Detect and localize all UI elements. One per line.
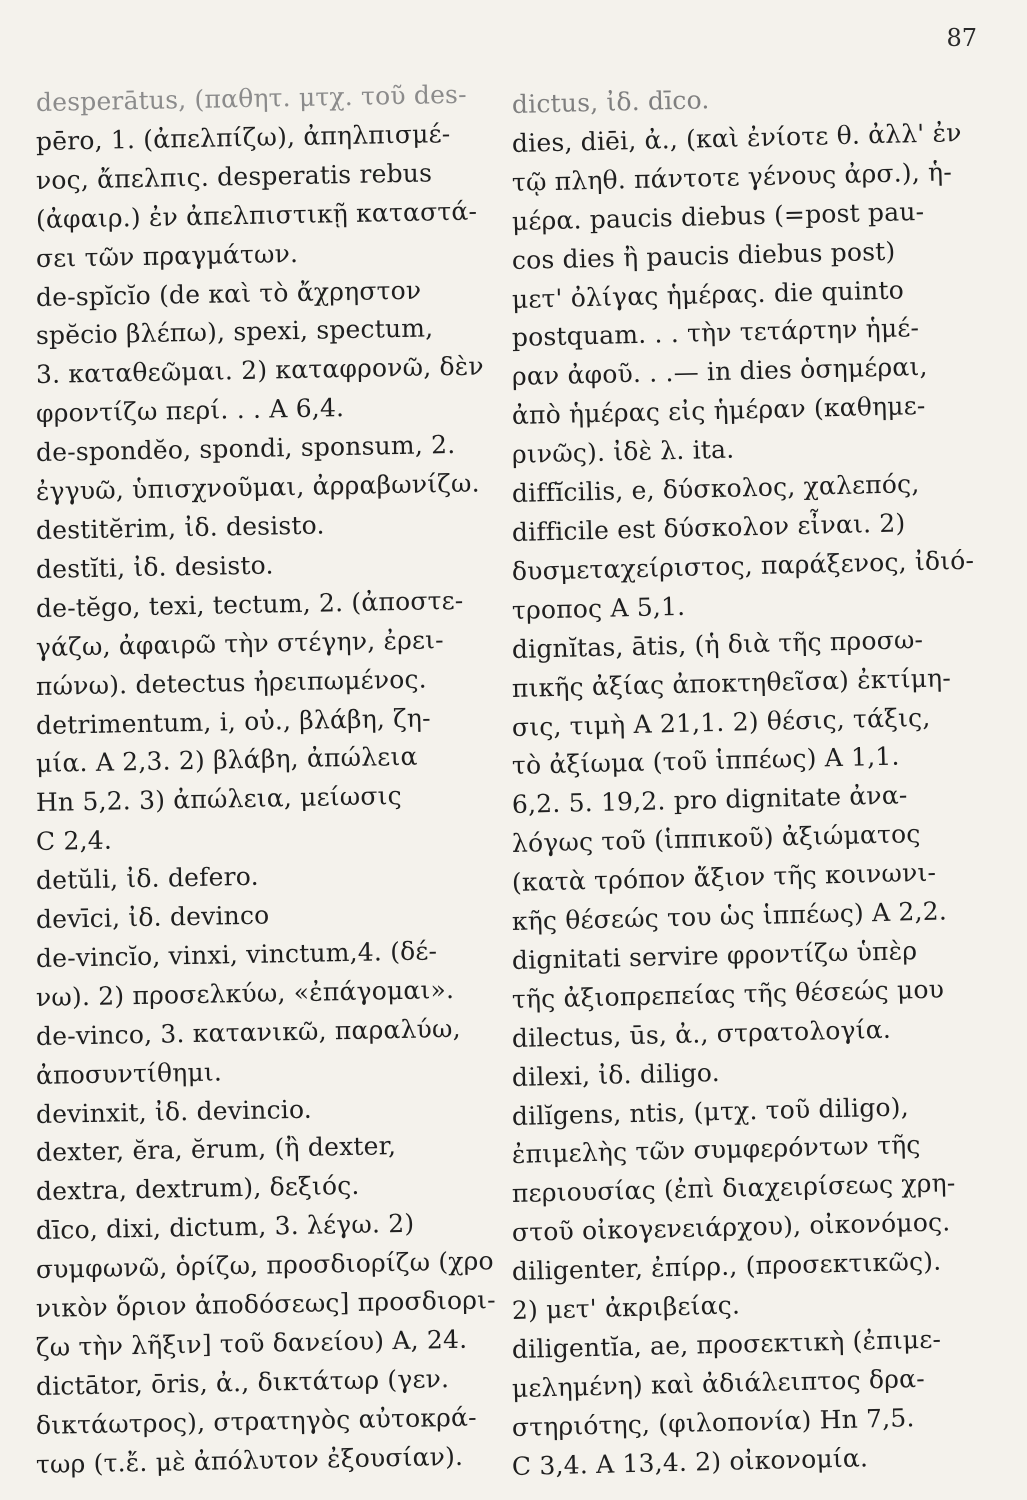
entry-line: de-vincĭo, vinxi, vinctum,4. (δέ- bbox=[35, 936, 438, 973]
entry-line: spĕcio βλέπω), spexi, spectum, bbox=[35, 313, 434, 351]
entry-line: μία. A 2,3. 2) βλάβη, ἀπώλεια bbox=[35, 742, 418, 779]
entry-line: φροντίζω περί. . . A 6,4. bbox=[35, 393, 345, 429]
entry-line: dies, diēi, ἀ., (καὶ ἐνίοτε θ. ἀλλ' ἐν bbox=[511, 117, 962, 158]
entry-line: dictus, ἰδ. dīco. bbox=[511, 85, 710, 119]
entry-line: dilexi, ἰδ. diligo. bbox=[511, 1057, 721, 1092]
entry-line: C 3,4. A 13,4. 2) οἰκονομία. bbox=[511, 1443, 869, 1481]
entry-line: de-spĭcĭo (de καὶ τὸ ἄχρηστον bbox=[35, 275, 422, 312]
entry-line: μετ' ὀλίγας ἡμέρας. die quinto bbox=[511, 274, 905, 314]
entry-line: desperātus, (παθητ. μτχ. τοῦ des- bbox=[35, 79, 467, 117]
entry-line: ἐγγυῶ, ὑπισχνοῦμαι, ἀρραβωνίζω. bbox=[35, 468, 480, 507]
entry-line: 2) μετ' ἀκριβείας. bbox=[511, 1290, 741, 1326]
entry-line: δυσμεταχείριστος, παράξενος, ἰδιό- bbox=[511, 545, 975, 586]
entry-line: diffĭcilis, e, δύσκολος, χαλεπός, bbox=[511, 469, 920, 509]
right-column bbox=[512, 86, 990, 1487]
entry-line: dextra, dextrum), δεξιός. bbox=[35, 1171, 360, 1207]
entry-line: ρινῶς). ἰδὲ λ. ita. bbox=[511, 434, 735, 470]
entry-line: συμφωνῶ, ὁρίζω, προσδιορίζω (χρο bbox=[35, 1246, 495, 1285]
entry-line: dignitati servire φροντίζω ὑπὲρ bbox=[511, 936, 918, 975]
entry-line: diligentĭa, ae, προσεκτικὴ (ἐπιμε- bbox=[511, 1324, 942, 1364]
entry-line: dilectus, ūs, ἀ., στρατολογία. bbox=[511, 1014, 892, 1053]
entry-line: ζω τὴν λῆξιν] τοῦ δανείου) A, 24. bbox=[35, 1324, 468, 1362]
entry-line: detŭli, ἰδ. defero. bbox=[35, 861, 259, 896]
entry-line: τὸ ἀξίωμα (τοῦ ἱππέως) A 1,1. bbox=[511, 741, 900, 781]
entry-line: postquam. . . τὴν τετάρτην ἡμέ- bbox=[511, 313, 920, 353]
entry-line: de-spondĕo, spondi, sponsum, 2. bbox=[35, 430, 456, 468]
entry-line: νικὸν ὅριον ἀποδόσεως] προσδιορι- bbox=[35, 1285, 497, 1324]
entry-line: devinxit, ἰδ. devincio. bbox=[35, 1094, 313, 1129]
entry-line: 6,2. 5. 19,2. pro dignitate ἀνα- bbox=[511, 780, 908, 820]
entry-line: C 2,4. bbox=[35, 825, 113, 857]
page-number: 87 bbox=[946, 24, 977, 52]
entry-line: dignĭtas, ātis, (ἡ διὰ τῆς προσω- bbox=[511, 624, 924, 664]
entry-line: περιουσίας (ἐπὶ διαχειρίσεως χρη- bbox=[511, 1168, 956, 1209]
entry-line: diligenter, ἐπίρρ., (προσεκτικῶς). bbox=[511, 1246, 942, 1287]
entry-line: dilĭgens, ntis, (μτχ. τοῦ diligo), bbox=[511, 1091, 910, 1131]
entry-line: detrimentum, i, οὐ., βλάβη, ζη- bbox=[35, 702, 431, 740]
left-column bbox=[35, 79, 498, 1485]
entry-line: κῆς θέσεώς του ὡς ἱππέως) A 2,2. bbox=[511, 896, 948, 937]
entry-line: νω). 2) προσελκύω, «ἐπάγομαι». bbox=[35, 974, 455, 1012]
entry-line: Hn 5,2. 3) ἀπώλεια, μείωσις bbox=[35, 781, 403, 818]
entry-line: σει τῶν πραγμάτων. bbox=[35, 238, 299, 273]
entry-line: dexter, ĕra, ĕrum, (ἢ dexter, bbox=[35, 1131, 397, 1168]
entry-line: devīci, ἰδ. devinco bbox=[35, 900, 270, 935]
entry-line: dīco, dixi, dictum, 3. λέγω. 2) bbox=[35, 1209, 415, 1246]
entry-line: de-tĕgo, texi, tectum, 2. (ἀποστε- bbox=[35, 585, 464, 623]
entry-line: δικτάωτρος), στρατηγὸς αὐτοκρά- bbox=[35, 1402, 478, 1440]
entry-line: νος, ἄπελπις. desperatis rebus bbox=[35, 158, 433, 195]
entry-line: μελημένη) καὶ ἀδιάλειπτος δρα- bbox=[511, 1363, 926, 1403]
entry-line: dictātor, ōris, ἀ., δικτάτωρ (γεν. bbox=[35, 1363, 450, 1401]
entry-line: cos dies ἢ paucis diebus post) bbox=[511, 236, 896, 275]
entry-line: τροπος A 5,1. bbox=[511, 591, 686, 625]
entry-line: στηριότης, (φιλοπονία) Hn 7,5. bbox=[511, 1402, 915, 1442]
entry-line: πώνω). detectus ἠρειπωμένος. bbox=[35, 664, 428, 701]
entry-line: (ἀφαιρ.) ἐν ἀπελπιστικῇ καταστά- bbox=[35, 196, 478, 234]
entry-line: destĭti, ἰδ. desisto. bbox=[35, 550, 274, 584]
entry-line: difficile est δύσκολον εἶναι. 2) bbox=[511, 508, 906, 547]
entry-line: ἀποσυντίθημι. bbox=[35, 1057, 223, 1090]
entry-line: τῆς ἀξιοπρεπείας τῆς θέσεώς μου bbox=[511, 974, 945, 1014]
entry-line: πικῆς ἀξίας ἀποκτηθεῖσα) ἐκτίμη- bbox=[511, 662, 952, 703]
entry-line: γάζω, ἀφαιρῶ τὴν στέγην, ἐρει- bbox=[35, 624, 445, 662]
entry-line: 3. καταθεῶμαι. 2) καταφρονῶ, δὲν bbox=[35, 351, 485, 390]
entry-line: destitĕrim, ἰδ. desisto. bbox=[35, 510, 325, 545]
entry-line: μέρα. paucis diebus (=post pau- bbox=[511, 196, 925, 236]
entry-line: (κατὰ τρόπον ἄξιον τῆς κοινωνι- bbox=[511, 857, 937, 898]
entry-line: λόγως τοῦ (ἱππικοῦ) ἀξιώματος bbox=[511, 819, 921, 859]
entry-line: ραν ἀφοῦ. . .— in dies ὁσημέραι, bbox=[511, 352, 928, 392]
entry-line: τῷ πληθ. πάντοτε γένους ἀρσ.), ἡ- bbox=[511, 157, 953, 197]
entry-line: σις, τιμὴ A 21,1. 2) θέσις, τάξις, bbox=[511, 702, 931, 742]
entry-line: de-vinco, 3. κατανικῶ, παραλύω, bbox=[35, 1013, 461, 1051]
entry-line: τωρ (τ.ἔ. μὲ ἀπόλυτον ἐξουσίαν). bbox=[35, 1441, 464, 1479]
entry-line: ἐπιμελὴς τῶν συμφερόντων τῆς bbox=[511, 1130, 921, 1170]
entry-line: pēro, 1. (ἀπελπίζω), ἀπηλπισμέ- bbox=[35, 118, 451, 156]
entry-line: ἀπὸ ἡμέρας εἰς ἡμέραν (καθημε- bbox=[511, 391, 926, 431]
entry-line: στοῦ οἰκογενειάρχου), οἰκονόμος. bbox=[511, 1207, 951, 1248]
